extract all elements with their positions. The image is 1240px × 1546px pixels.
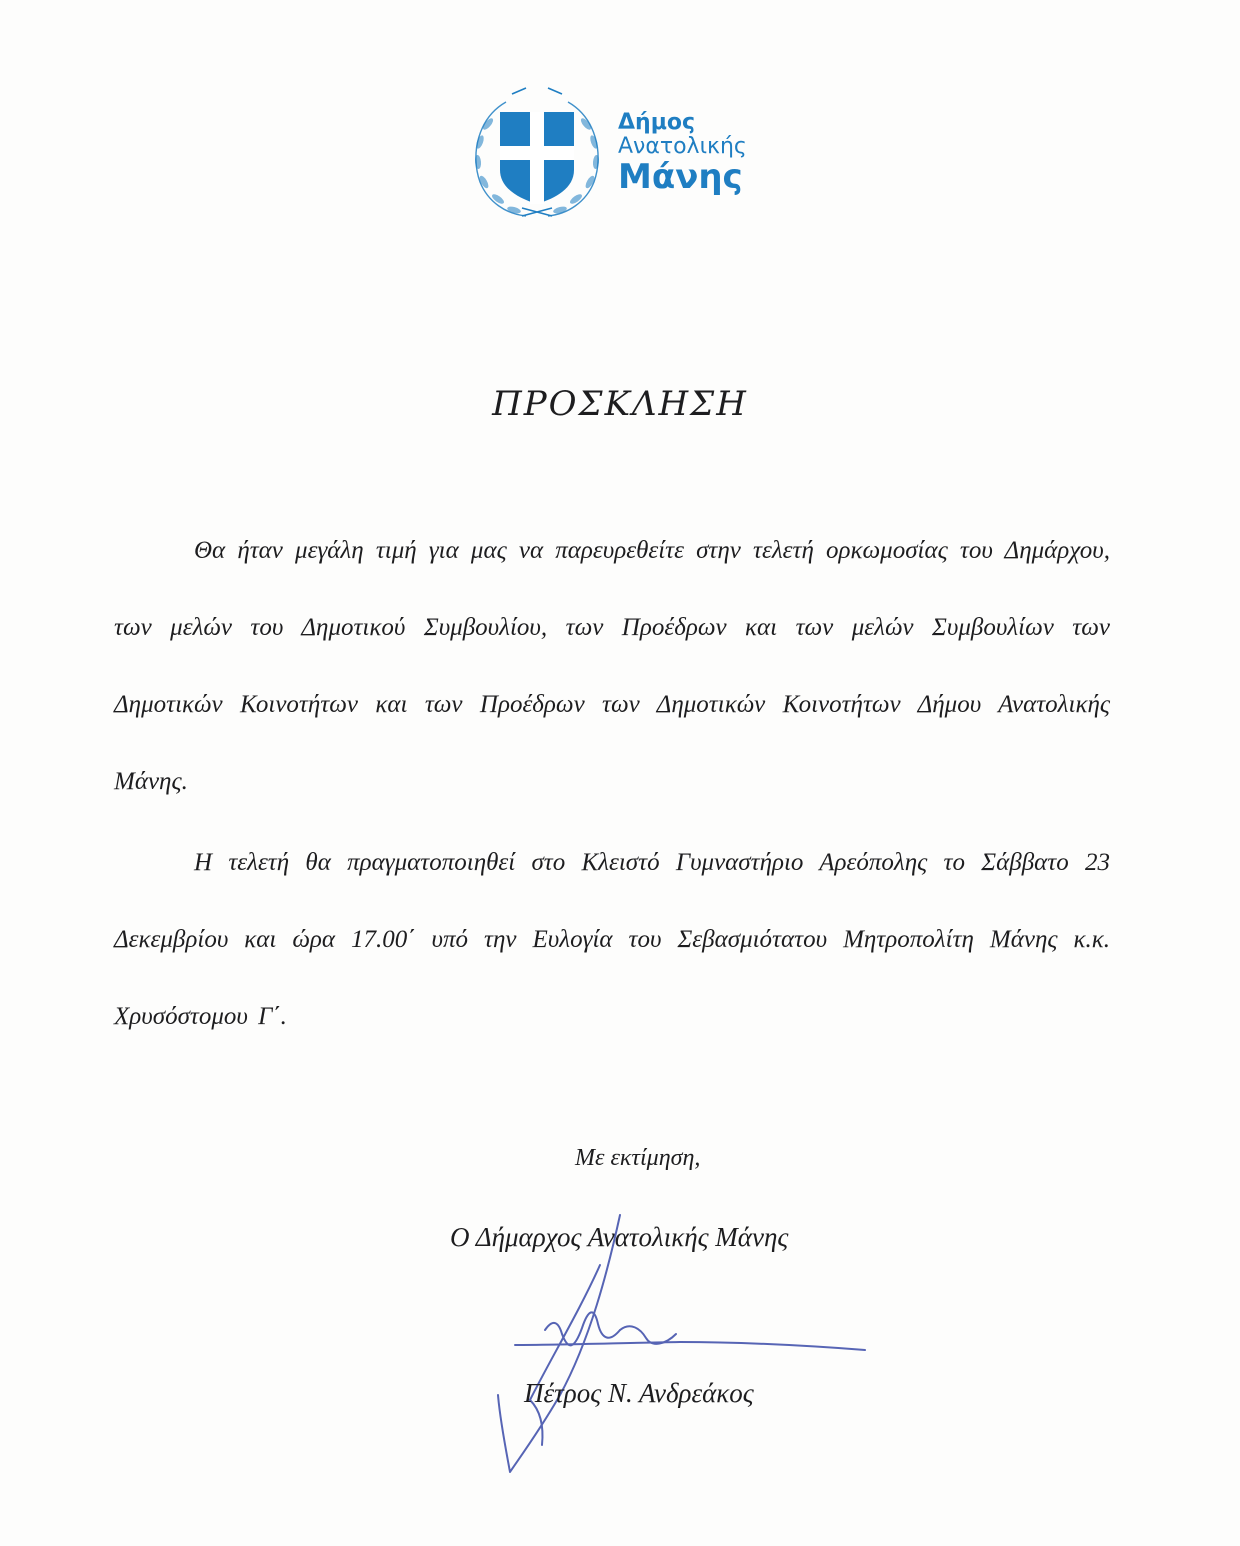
logo-line-1: Δήμος xyxy=(618,110,696,135)
municipality-name xyxy=(618,110,747,197)
document-title: ΠΡΟΣΚΛΗΣΗ xyxy=(492,384,748,424)
signatory-title: Ο Δήμαρχος Ανατολικής Μάνης xyxy=(450,1222,789,1252)
signatory-name: Πέτρος Ν. Ανδρεάκος xyxy=(524,1378,754,1408)
logo-line-3: Μάνης xyxy=(618,157,743,197)
handwritten-signature xyxy=(470,1210,890,1490)
greek-coat-of-arms-icon xyxy=(466,84,608,224)
invitation-paragraph-2: Η τελετή θα πραγματοποιηθεί στο Κλειστό Γυμναστήριο Αρεόπολης το Σάββατο 23 Δεκεμβρίου και ώρα 17.00΄ υπό την Ευλογία του Σεβασμιότατου Μητροπολίτη Μάνης κ.κ. Χρυσόστομου Γ΄. xyxy=(114,849,1110,1030)
closing-salutation: Με εκτίμηση, xyxy=(575,1145,701,1171)
invitation-paragraph-1: Θα ήταν μεγάλη τιμή για μας να παρευρεθείτε στην τελετή ορκωμοσίας του Δημάρχου, των μελών του Δημοτικού Συμβουλίου, των Προέδρων και των μελών Συμβουλίων των Δημοτικών Κοινοτήτων και των Προέδρων των Δημοτικών Κοινοτήτων Δήμου Ανατολικής Μάνης. xyxy=(114,537,1110,795)
logo-line-2: Ανατολικής xyxy=(618,134,747,159)
municipality-logo xyxy=(466,84,766,224)
